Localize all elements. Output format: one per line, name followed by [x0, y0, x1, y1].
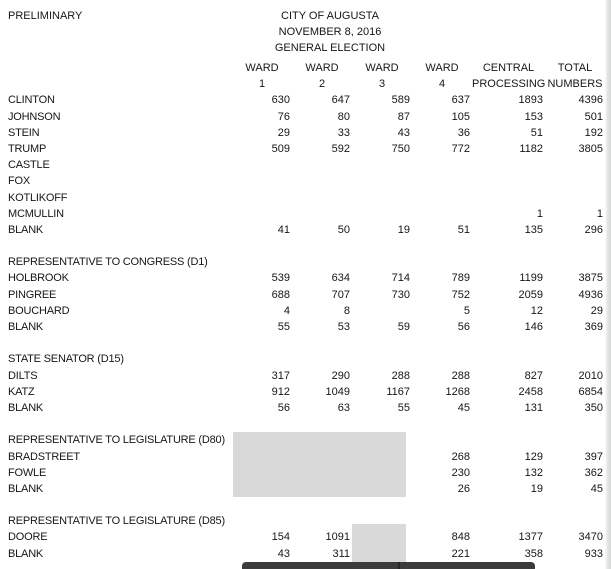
table-row	[8, 125, 605, 141]
vote-cell: 1182	[519, 142, 543, 155]
table-row	[8, 449, 605, 465]
vote-cell: 6854	[578, 385, 603, 398]
header-central-processing: PROCESSING	[472, 78, 546, 91]
vote-cell: 317	[271, 369, 290, 382]
vote-cell: 63	[337, 401, 350, 414]
header-ward-1: WARD	[245, 62, 279, 74]
table-row	[8, 270, 605, 286]
vote-cell	[232, 157, 292, 173]
vote-cell: 26	[457, 482, 470, 495]
table-row	[8, 384, 605, 400]
table-row	[8, 481, 605, 497]
candidate-label: FOWLE	[8, 466, 47, 479]
table-row	[8, 141, 605, 157]
vote-cell: 1377	[518, 531, 543, 544]
vote-cell: 290	[331, 369, 350, 382]
candidate-label: STEIN	[8, 126, 40, 139]
vote-cell: 752	[451, 288, 470, 301]
vote-cell: 45	[590, 482, 603, 495]
section-heading-row	[8, 351, 605, 367]
candidate-label: DOORE	[8, 531, 48, 544]
vote-cell: 630	[271, 94, 290, 107]
vote-cell: 53	[337, 321, 350, 333]
vote-cell: 59	[397, 321, 410, 333]
table-row	[8, 546, 605, 562]
vote-cell	[352, 546, 412, 562]
section-congress-d1	[8, 254, 605, 335]
vote-cell: 589	[391, 94, 410, 107]
vote-cell: 43	[397, 126, 410, 139]
table-row	[8, 319, 605, 335]
vote-cell: 129	[524, 450, 543, 463]
candidate-label: PINGREE	[8, 288, 57, 301]
vote-cell	[545, 157, 605, 173]
vote-cell: 8	[343, 304, 350, 317]
vote-cell: 714	[391, 272, 410, 285]
vote-cell	[292, 173, 352, 189]
vote-cell: 50	[337, 223, 350, 236]
vote-cell: 55	[277, 321, 290, 333]
vote-cell: 132	[524, 466, 543, 479]
vote-cell: 3470	[578, 531, 603, 544]
preliminary-label: PRELIMINARY	[8, 10, 83, 22]
table-row	[8, 109, 605, 125]
header-ward-2: WARD	[305, 62, 339, 74]
vote-cell	[352, 303, 412, 319]
section-heading-row	[8, 513, 605, 529]
vote-cell	[352, 173, 412, 189]
table-row	[8, 157, 605, 173]
vote-cell: 1	[536, 207, 543, 220]
table-row	[8, 222, 605, 238]
vote-cell: 153	[524, 110, 543, 123]
table-row	[8, 303, 605, 319]
vote-cell: 634	[331, 272, 350, 285]
title-city: CITY OF AUGUSTA	[281, 10, 379, 22]
vote-cell: 1893	[518, 94, 543, 107]
vote-cell: 730	[391, 288, 410, 301]
header-total-numbers: NUMBERS	[547, 78, 603, 91]
vote-cell	[352, 529, 412, 545]
corner-cell	[8, 76, 232, 92]
vote-cell: 55	[397, 401, 410, 414]
vote-cell: 87	[397, 110, 410, 123]
vote-cell: 268	[451, 450, 470, 463]
header-ward-4: WARD	[425, 62, 459, 74]
vote-cell	[352, 465, 412, 481]
table-row	[8, 368, 605, 384]
vote-cell: 51	[457, 223, 470, 236]
table-row	[8, 287, 605, 303]
table-row	[8, 465, 605, 481]
table-row	[8, 92, 605, 108]
candidate-label: CLINTON	[8, 94, 55, 107]
vote-cell: 288	[451, 369, 470, 382]
section-legislature-d85	[8, 513, 605, 562]
section-heading-row	[8, 254, 605, 270]
vote-cell: 789	[451, 272, 470, 285]
vote-cell: 688	[271, 288, 290, 301]
vote-cell: 1049	[325, 385, 350, 398]
vote-cell: 1199	[519, 272, 543, 285]
vote-cell: 43	[277, 547, 290, 560]
vote-cell	[292, 190, 352, 206]
section-heading-row	[8, 432, 605, 448]
section-legislature-d80	[8, 432, 605, 497]
candidate-label: HOLBROOK	[8, 272, 69, 285]
column-header-row-bottom	[8, 76, 605, 92]
header-central: CENTRAL	[482, 62, 535, 74]
vote-cell: 36	[457, 126, 470, 139]
vote-cell: 3805	[578, 142, 603, 155]
vote-cell	[232, 206, 292, 222]
table-row	[8, 206, 605, 222]
vote-cell: 647	[331, 94, 350, 107]
vote-cell: 12	[530, 304, 543, 317]
vote-cell: 509	[271, 142, 290, 155]
vote-cell	[292, 206, 352, 222]
vote-cell	[292, 449, 352, 465]
vote-cell: 2458	[518, 385, 543, 398]
vote-cell: 5	[463, 304, 470, 317]
candidate-label: BLANK	[8, 482, 44, 495]
vote-cell: 288	[391, 369, 410, 382]
vote-cell	[545, 190, 605, 206]
dark-row-divider	[398, 562, 400, 569]
vote-cell: 592	[331, 142, 350, 155]
candidate-label: KOTLIKOFF	[8, 191, 68, 204]
vote-cell: 4	[283, 304, 290, 317]
table-row	[8, 529, 605, 545]
dark-row-bar	[242, 562, 535, 569]
header-total: TOTAL	[557, 62, 593, 74]
vote-cell: 41	[277, 223, 290, 236]
vote-cell: 539	[271, 272, 290, 285]
vote-cell	[292, 157, 352, 173]
vote-cell: 362	[584, 466, 603, 479]
vote-cell: 1091	[325, 531, 350, 544]
title-block	[80, 8, 580, 56]
vote-cell: 397	[584, 450, 603, 463]
corner-cell	[8, 60, 232, 76]
vote-cell: 4936	[578, 288, 603, 301]
vote-cell	[232, 465, 292, 481]
section-presidential	[8, 92, 605, 238]
vote-cell	[472, 157, 545, 173]
vote-cell: 33	[337, 126, 350, 139]
table-row	[8, 190, 605, 206]
vote-cell: 912	[271, 385, 290, 398]
vote-cell	[232, 481, 292, 497]
title-date: NOVEMBER 8, 2016	[278, 26, 382, 38]
candidate-label: BRADSTREET	[8, 450, 80, 463]
page-edge-shadow	[605, 0, 611, 569]
title-election: GENERAL ELECTION	[274, 42, 386, 54]
vote-cell: 296	[584, 223, 603, 236]
section-heading: REPRESENTATIVE TO CONGRESS (D1)	[8, 256, 208, 269]
vote-cell	[232, 190, 292, 206]
vote-cell: 135	[524, 223, 543, 236]
vote-cell	[292, 465, 352, 481]
vote-cell	[412, 157, 472, 173]
vote-cell: 29	[590, 304, 603, 317]
vote-cell: 750	[391, 142, 410, 155]
vote-cell: 2010	[578, 369, 603, 382]
vote-cell	[472, 173, 545, 189]
vote-cell	[352, 157, 412, 173]
section-heading: STATE SENATOR (D15)	[8, 353, 124, 366]
header-ward-3: WARD	[365, 62, 399, 74]
vote-cell: 4396	[578, 94, 603, 107]
vote-cell: 2059	[518, 288, 543, 301]
vote-cell: 56	[457, 321, 470, 333]
vote-cell: 76	[277, 110, 290, 123]
candidate-label: KATZ	[8, 385, 35, 398]
vote-cell: 192	[584, 126, 603, 139]
vote-cell: 1167	[386, 385, 410, 398]
vote-cell: 637	[451, 94, 470, 107]
header-ward-2-num: 2	[318, 78, 326, 91]
vote-cell: 19	[530, 482, 543, 495]
vote-cell: 827	[524, 369, 543, 382]
vote-cell: 707	[331, 288, 350, 301]
vote-cell: 230	[451, 466, 470, 479]
candidate-label: CASTLE	[8, 159, 50, 172]
vote-cell: 369	[584, 321, 603, 333]
vote-cell	[352, 190, 412, 206]
candidate-label: JOHNSON	[8, 110, 61, 123]
vote-cell	[412, 190, 472, 206]
table-row	[8, 400, 605, 416]
candidate-label: MCMULLIN	[8, 207, 64, 220]
vote-cell	[545, 173, 605, 189]
candidate-label: BLANK	[8, 223, 44, 236]
vote-cell: 350	[584, 401, 603, 414]
candidate-label: TRUMP	[8, 142, 47, 155]
vote-cell: 56	[277, 401, 290, 414]
vote-cell: 105	[451, 110, 470, 123]
section-state-senator-d15	[8, 351, 605, 416]
vote-cell: 51	[530, 126, 543, 139]
candidate-label: FOX	[8, 175, 31, 188]
candidate-label: DILTS	[8, 369, 38, 382]
vote-cell: 311	[332, 547, 350, 560]
vote-cell	[352, 206, 412, 222]
vote-cell	[352, 481, 412, 497]
vote-cell	[232, 449, 292, 465]
vote-cell: 154	[271, 531, 290, 544]
column-header-row-top	[8, 60, 605, 76]
vote-cell: 146	[524, 321, 543, 333]
table-row	[8, 173, 605, 189]
results-table	[8, 60, 605, 562]
vote-cell: 19	[397, 223, 410, 236]
vote-cell: 45	[457, 401, 470, 414]
vote-cell	[232, 173, 292, 189]
vote-cell: 131	[524, 401, 543, 414]
vote-cell: 221	[451, 547, 470, 560]
candidate-label: BLANK	[8, 321, 44, 333]
header-ward-3-num: 3	[378, 78, 386, 91]
vote-cell: 29	[277, 126, 290, 139]
vote-cell: 772	[451, 142, 470, 155]
vote-cell: 3875	[578, 272, 603, 285]
candidate-label: BOUCHARD	[8, 304, 70, 317]
vote-cell: 1268	[445, 385, 470, 398]
vote-cell	[352, 449, 412, 465]
section-heading: REPRESENTATIVE TO LEGISLATURE (D85)	[8, 515, 225, 528]
vote-cell: 358	[524, 547, 543, 560]
vote-cell	[412, 206, 472, 222]
section-heading: REPRESENTATIVE TO LEGISLATURE (D80)	[8, 434, 225, 447]
vote-cell	[412, 173, 472, 189]
vote-cell: 933	[584, 547, 603, 560]
candidate-label: BLANK	[8, 547, 44, 560]
header-ward-1-num: 1	[258, 78, 266, 91]
candidate-label: BLANK	[8, 401, 44, 414]
vote-cell: 848	[451, 531, 470, 544]
header-ward-4-num: 4	[438, 78, 446, 91]
vote-cell: 1	[596, 207, 603, 220]
vote-cell	[472, 190, 545, 206]
vote-cell: 80	[337, 110, 350, 123]
vote-cell	[292, 481, 352, 497]
vote-cell: 501	[584, 110, 603, 123]
